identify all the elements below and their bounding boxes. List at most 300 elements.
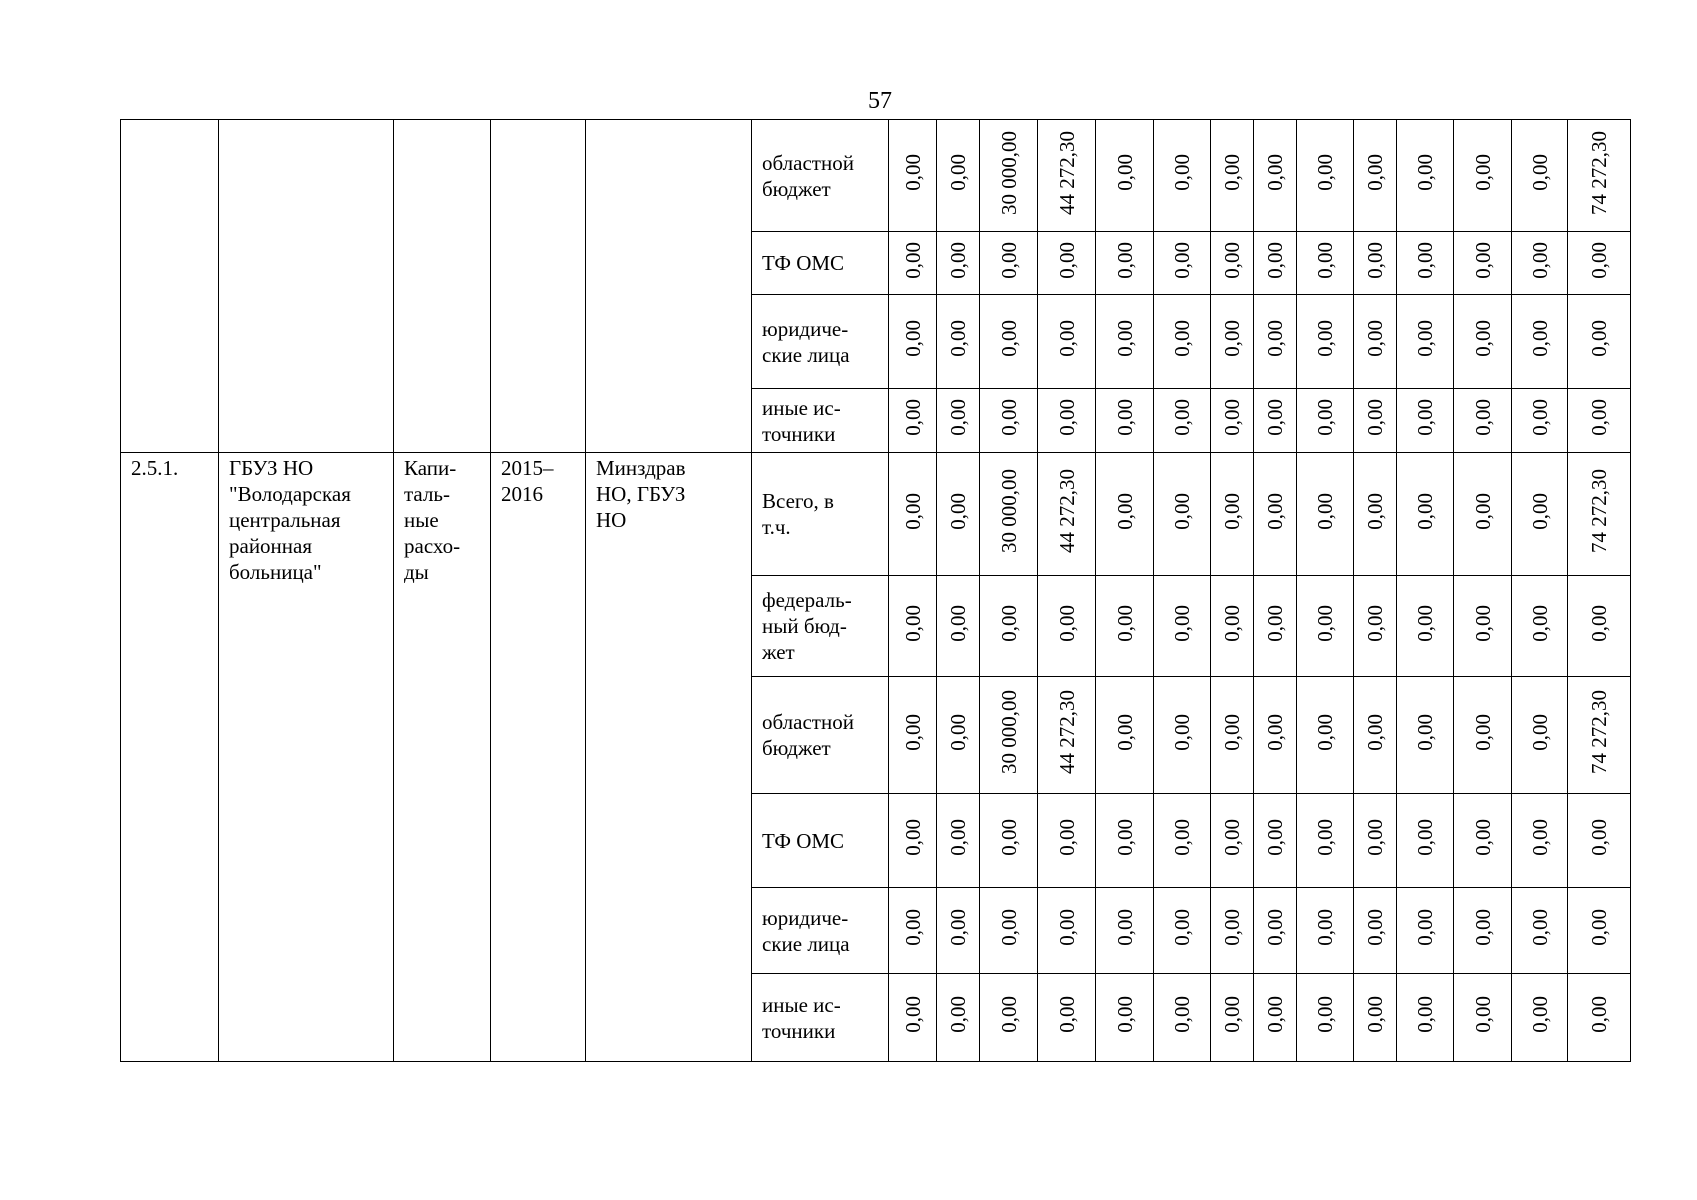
value-text: 0,00 bbox=[1263, 492, 1287, 530]
value-cell bbox=[1096, 888, 1154, 974]
value-text: 74 272,30 bbox=[1587, 469, 1611, 553]
value-cell bbox=[1297, 576, 1354, 677]
value-text: 0,00 bbox=[900, 996, 925, 1033]
value-text: 0,00 bbox=[1263, 909, 1287, 946]
value-text: 0,00 bbox=[1170, 492, 1194, 530]
value-text: 0,00 bbox=[1054, 996, 1079, 1033]
value-text: 30 000,00 bbox=[996, 690, 1021, 774]
continuation-type-cell bbox=[394, 120, 491, 453]
value-text: 0,00 bbox=[946, 492, 970, 530]
value-text: 30 000,00 bbox=[996, 469, 1021, 553]
value-cell bbox=[889, 888, 937, 974]
value-cell bbox=[1454, 794, 1512, 888]
value-text: 0,00 bbox=[1112, 819, 1137, 856]
value-text: 0,00 bbox=[1313, 492, 1337, 530]
item-name-line: центральная bbox=[229, 508, 341, 532]
value-text: 74 272,30 bbox=[1587, 690, 1611, 774]
value-text: 0,00 bbox=[1470, 154, 1495, 191]
value-cell bbox=[1354, 576, 1397, 677]
value-text: 0,00 bbox=[1363, 996, 1387, 1033]
value-text: 0,00 bbox=[1527, 996, 1552, 1033]
funding-source-label: т.ч. bbox=[762, 515, 791, 539]
value-cell bbox=[1512, 576, 1568, 677]
value-text: 0,00 bbox=[1170, 604, 1194, 642]
value-cell bbox=[980, 677, 1038, 794]
value-text: 0,00 bbox=[1363, 492, 1387, 530]
value-cell bbox=[1354, 677, 1397, 794]
value-cell bbox=[1038, 974, 1096, 1062]
funding-source-label: бюджет bbox=[762, 176, 831, 201]
value-text: 0,00 bbox=[1170, 399, 1194, 436]
table-row bbox=[121, 453, 1631, 576]
value-cell bbox=[1397, 794, 1454, 888]
funding-source-label: федераль- bbox=[762, 588, 852, 612]
value-cell bbox=[1154, 232, 1211, 295]
value-text: 74 272,30 bbox=[1587, 130, 1611, 215]
value-text: 0,00 bbox=[1112, 241, 1137, 279]
funding-source-label: юридиче- bbox=[762, 316, 849, 341]
value-cell bbox=[937, 295, 980, 389]
value-text: 0,00 bbox=[1413, 909, 1437, 946]
value-cell bbox=[980, 794, 1038, 888]
value-text: 0,00 bbox=[1112, 320, 1137, 357]
value-cell bbox=[889, 794, 937, 888]
value-cell bbox=[1397, 232, 1454, 295]
value-text: 0,00 bbox=[900, 492, 925, 530]
funding-source-label: юридиче- bbox=[762, 905, 849, 930]
value-cell bbox=[1096, 794, 1154, 888]
value-cell bbox=[1297, 120, 1354, 232]
value-cell bbox=[937, 232, 980, 295]
item-name-line: больница" bbox=[229, 560, 322, 584]
value-text: 0,00 bbox=[1470, 492, 1495, 530]
value-cell bbox=[1297, 974, 1354, 1062]
value-cell bbox=[1254, 576, 1297, 677]
value-text: 0,00 bbox=[1527, 713, 1552, 751]
value-text: 0,00 bbox=[946, 399, 970, 436]
funding-source-label: жет bbox=[762, 640, 795, 664]
value-cell bbox=[1038, 794, 1096, 888]
value-text: 0,00 bbox=[1220, 241, 1244, 279]
value-text: 0,00 bbox=[1054, 241, 1079, 279]
value-cell bbox=[1211, 453, 1254, 576]
value-text: 0,00 bbox=[1363, 241, 1387, 279]
value-cell bbox=[1254, 974, 1297, 1062]
value-text: 0,00 bbox=[1470, 996, 1495, 1033]
value-text: 0,00 bbox=[1413, 320, 1437, 357]
value-cell bbox=[980, 295, 1038, 389]
continuation-executor-cell bbox=[586, 120, 752, 453]
value-cell bbox=[1096, 389, 1154, 453]
value-text: 0,00 bbox=[1470, 399, 1495, 436]
value-cell bbox=[1297, 794, 1354, 888]
value-cell bbox=[1254, 389, 1297, 453]
value-text: 0,00 bbox=[1363, 713, 1387, 751]
value-text: 0,00 bbox=[1112, 713, 1137, 751]
value-text: 0,00 bbox=[1220, 909, 1244, 946]
funding-source-cell bbox=[752, 295, 889, 389]
value-cell bbox=[1254, 453, 1297, 576]
expense-type-line: ные bbox=[404, 508, 439, 532]
value-cell bbox=[1154, 576, 1211, 677]
item-name-line: "Володарская bbox=[229, 482, 351, 506]
expense-type-line: Капи- bbox=[404, 456, 457, 480]
value-text: 0,00 bbox=[1413, 154, 1437, 191]
funding-source-label: областной bbox=[762, 710, 854, 734]
value-cell bbox=[980, 389, 1038, 453]
value-cell bbox=[1297, 677, 1354, 794]
value-text: 0,00 bbox=[1587, 996, 1611, 1033]
value-text: 0,00 bbox=[1263, 819, 1287, 856]
value-text: 0,00 bbox=[1587, 604, 1611, 642]
value-text: 0,00 bbox=[1363, 154, 1387, 191]
value-text: 0,00 bbox=[1527, 492, 1552, 530]
funding-source-label: ские лица bbox=[762, 342, 850, 367]
value-text: 0,00 bbox=[900, 604, 925, 642]
value-text: 0,00 bbox=[1527, 241, 1552, 279]
funding-source-label: Всего, в bbox=[762, 489, 834, 513]
funding-source-label: точники bbox=[762, 1018, 836, 1043]
value-text: 0,00 bbox=[1170, 241, 1194, 279]
value-cell bbox=[1096, 974, 1154, 1062]
value-cell bbox=[1512, 677, 1568, 794]
value-text: 0,00 bbox=[1587, 241, 1611, 279]
continuation-name-cell bbox=[219, 120, 394, 453]
value-text: 0,00 bbox=[900, 241, 925, 279]
value-text: 0,00 bbox=[1527, 819, 1552, 856]
value-cell bbox=[937, 120, 980, 232]
value-cell bbox=[1096, 453, 1154, 576]
budget-table bbox=[120, 119, 1631, 1062]
value-text: 0,00 bbox=[1587, 819, 1611, 856]
value-text: 44 272,30 bbox=[1054, 690, 1079, 774]
continuation-number-cell bbox=[121, 120, 219, 453]
value-text: 0,00 bbox=[996, 996, 1021, 1033]
value-text: 0,00 bbox=[1263, 320, 1287, 357]
value-text: 0,00 bbox=[946, 320, 970, 357]
value-text: 0,00 bbox=[1527, 909, 1552, 946]
value-text: 0,00 bbox=[1170, 713, 1194, 751]
item-executor-cell bbox=[586, 453, 752, 1062]
value-cell bbox=[937, 974, 980, 1062]
value-cell bbox=[1454, 120, 1512, 232]
value-cell bbox=[1211, 794, 1254, 888]
value-cell bbox=[1512, 888, 1568, 974]
period-line: 2016 bbox=[501, 482, 543, 506]
funding-source-label: областной bbox=[762, 150, 854, 175]
executor-line: НО bbox=[596, 508, 627, 532]
value-text: 44 272,30 bbox=[1054, 469, 1079, 553]
value-cell bbox=[1038, 453, 1096, 576]
item-number: 2.5.1. bbox=[131, 456, 179, 480]
value-text: 0,00 bbox=[1313, 996, 1337, 1033]
value-text: 0,00 bbox=[996, 819, 1021, 856]
expense-type-line: таль- bbox=[404, 482, 450, 506]
value-text: 0,00 bbox=[946, 604, 970, 642]
funding-source-cell bbox=[752, 389, 889, 453]
executor-line: Минздрав bbox=[596, 456, 686, 480]
value-text: 0,00 bbox=[996, 320, 1021, 357]
value-cell bbox=[980, 888, 1038, 974]
table-row bbox=[121, 120, 1631, 232]
value-cell bbox=[980, 232, 1038, 295]
value-text: 30 000,00 bbox=[996, 130, 1021, 215]
value-cell bbox=[1297, 389, 1354, 453]
value-text: 0,00 bbox=[1413, 241, 1437, 279]
funding-source-label: ТФ ОМС bbox=[762, 828, 845, 853]
value-cell bbox=[1038, 232, 1096, 295]
value-text: 0,00 bbox=[1170, 909, 1194, 946]
value-text: 0,00 bbox=[1170, 320, 1194, 357]
period-line: 2015– bbox=[501, 456, 554, 480]
value-cell bbox=[1512, 295, 1568, 389]
value-text: 0,00 bbox=[1112, 996, 1137, 1033]
value-cell bbox=[1211, 974, 1254, 1062]
funding-source-cell bbox=[752, 120, 889, 232]
value-cell bbox=[1354, 295, 1397, 389]
value-cell bbox=[1211, 120, 1254, 232]
value-cell bbox=[980, 453, 1038, 576]
value-cell bbox=[1254, 888, 1297, 974]
continuation-period-cell bbox=[491, 120, 586, 453]
value-text: 0,00 bbox=[1313, 399, 1337, 436]
value-cell bbox=[1454, 389, 1512, 453]
value-text: 0,00 bbox=[900, 713, 925, 751]
value-text: 0,00 bbox=[1470, 819, 1495, 856]
value-cell bbox=[1512, 794, 1568, 888]
value-cell bbox=[1254, 794, 1297, 888]
value-cell bbox=[1512, 120, 1568, 232]
value-cell bbox=[1154, 794, 1211, 888]
value-cell bbox=[980, 576, 1038, 677]
value-text: 0,00 bbox=[1313, 154, 1337, 191]
value-cell bbox=[1154, 888, 1211, 974]
value-cell bbox=[1354, 453, 1397, 576]
value-cell bbox=[937, 453, 980, 576]
value-cell bbox=[1454, 974, 1512, 1062]
value-cell bbox=[1568, 453, 1631, 576]
value-text: 0,00 bbox=[1220, 492, 1244, 530]
value-cell bbox=[1454, 677, 1512, 794]
value-text: 0,00 bbox=[1587, 909, 1611, 946]
value-cell bbox=[1211, 677, 1254, 794]
value-text: 0,00 bbox=[1413, 399, 1437, 436]
value-cell bbox=[1096, 677, 1154, 794]
value-cell bbox=[1154, 389, 1211, 453]
funding-source-label: ТФ ОМС bbox=[762, 251, 845, 275]
value-text: 0,00 bbox=[996, 909, 1021, 946]
value-text: 0,00 bbox=[1170, 154, 1194, 191]
value-cell bbox=[1354, 888, 1397, 974]
value-cell bbox=[1568, 120, 1631, 232]
value-text: 0,00 bbox=[946, 154, 970, 191]
funding-source-cell bbox=[752, 974, 889, 1062]
value-cell bbox=[1568, 295, 1631, 389]
value-cell bbox=[1211, 888, 1254, 974]
value-text: 0,00 bbox=[1313, 713, 1337, 751]
value-cell bbox=[1154, 974, 1211, 1062]
value-text: 0,00 bbox=[946, 909, 970, 946]
value-cell bbox=[1512, 232, 1568, 295]
value-text: 0,00 bbox=[1220, 399, 1244, 436]
value-cell bbox=[1211, 389, 1254, 453]
value-text: 0,00 bbox=[946, 996, 970, 1033]
value-cell bbox=[889, 295, 937, 389]
value-text: 0,00 bbox=[1527, 320, 1552, 357]
value-cell bbox=[1397, 974, 1454, 1062]
value-text: 0,00 bbox=[996, 604, 1021, 642]
value-cell bbox=[1397, 295, 1454, 389]
funding-source-label: бюджет bbox=[762, 736, 831, 760]
value-text: 0,00 bbox=[1313, 819, 1337, 856]
value-cell bbox=[1038, 295, 1096, 389]
value-cell bbox=[1038, 576, 1096, 677]
value-text: 0,00 bbox=[1263, 154, 1287, 191]
value-text: 0,00 bbox=[900, 819, 925, 856]
value-text: 0,00 bbox=[1413, 996, 1437, 1033]
value-cell bbox=[1096, 295, 1154, 389]
value-text: 0,00 bbox=[1313, 241, 1337, 279]
executor-line: НО, ГБУЗ bbox=[596, 482, 686, 506]
value-cell bbox=[1397, 576, 1454, 677]
funding-source-cell bbox=[752, 232, 889, 295]
value-cell bbox=[980, 120, 1038, 232]
value-cell bbox=[1354, 794, 1397, 888]
value-text: 0,00 bbox=[946, 819, 970, 856]
value-text: 0,00 bbox=[1220, 819, 1244, 856]
value-cell bbox=[1254, 232, 1297, 295]
value-text: 0,00 bbox=[996, 241, 1021, 279]
funding-source-label: ские лица bbox=[762, 931, 850, 956]
value-cell bbox=[1211, 576, 1254, 677]
item-number-cell bbox=[121, 453, 219, 1062]
item-expense-type-cell bbox=[394, 453, 491, 1062]
value-cell bbox=[1254, 120, 1297, 232]
value-text: 0,00 bbox=[1054, 399, 1079, 436]
value-cell bbox=[1297, 453, 1354, 576]
value-cell bbox=[889, 389, 937, 453]
value-cell bbox=[1154, 120, 1211, 232]
value-text: 0,00 bbox=[1220, 996, 1244, 1033]
value-text: 44 272,30 bbox=[1054, 130, 1079, 215]
value-cell bbox=[937, 389, 980, 453]
value-text: 0,00 bbox=[1220, 713, 1244, 751]
value-text: 0,00 bbox=[1363, 909, 1387, 946]
value-text: 0,00 bbox=[1470, 604, 1495, 642]
value-text: 0,00 bbox=[1313, 604, 1337, 642]
expense-type-line: расхо- bbox=[404, 534, 461, 558]
value-cell bbox=[1568, 232, 1631, 295]
value-text: 0,00 bbox=[1587, 320, 1611, 357]
value-text: 0,00 bbox=[1363, 604, 1387, 642]
value-cell bbox=[1397, 677, 1454, 794]
funding-source-cell bbox=[752, 576, 889, 677]
value-text: 0,00 bbox=[1054, 909, 1079, 946]
value-text: 0,00 bbox=[1054, 819, 1079, 856]
value-text: 0,00 bbox=[1263, 604, 1287, 642]
value-cell bbox=[1454, 295, 1512, 389]
value-cell bbox=[889, 232, 937, 295]
value-cell bbox=[1211, 295, 1254, 389]
value-text: 0,00 bbox=[1527, 154, 1552, 191]
value-cell bbox=[889, 576, 937, 677]
value-text: 0,00 bbox=[1413, 604, 1437, 642]
funding-source-label: иные ис- bbox=[762, 992, 841, 1017]
value-cell bbox=[1038, 677, 1096, 794]
value-cell bbox=[1454, 232, 1512, 295]
value-text: 0,00 bbox=[1112, 909, 1137, 946]
value-cell bbox=[889, 677, 937, 794]
value-cell bbox=[1297, 888, 1354, 974]
value-text: 0,00 bbox=[946, 713, 970, 751]
value-cell bbox=[1254, 295, 1297, 389]
value-cell bbox=[1038, 389, 1096, 453]
value-text: 0,00 bbox=[900, 320, 925, 357]
value-text: 0,00 bbox=[1220, 604, 1244, 642]
value-text: 0,00 bbox=[946, 241, 970, 279]
value-text: 0,00 bbox=[1112, 399, 1137, 436]
funding-source-label: ный бюд- bbox=[762, 614, 847, 638]
value-cell bbox=[1154, 295, 1211, 389]
value-cell bbox=[1096, 120, 1154, 232]
value-text: 0,00 bbox=[1527, 399, 1552, 436]
value-cell bbox=[1568, 888, 1631, 974]
value-text: 0,00 bbox=[1527, 604, 1552, 642]
value-cell bbox=[889, 974, 937, 1062]
value-text: 0,00 bbox=[900, 399, 925, 436]
funding-source-label: точники bbox=[762, 421, 836, 446]
value-cell bbox=[1568, 974, 1631, 1062]
value-cell bbox=[1512, 389, 1568, 453]
value-text: 0,00 bbox=[1112, 492, 1137, 530]
value-cell bbox=[1397, 888, 1454, 974]
value-cell bbox=[1512, 453, 1568, 576]
value-cell bbox=[1454, 576, 1512, 677]
value-text: 0,00 bbox=[1413, 492, 1437, 530]
value-cell bbox=[1568, 677, 1631, 794]
value-text: 0,00 bbox=[900, 909, 925, 946]
value-text: 0,00 bbox=[1413, 713, 1437, 751]
value-text: 0,00 bbox=[1363, 320, 1387, 357]
value-cell bbox=[1354, 120, 1397, 232]
value-text: 0,00 bbox=[1313, 909, 1337, 946]
value-cell bbox=[1454, 888, 1512, 974]
value-text: 0,00 bbox=[1170, 819, 1194, 856]
item-name-line: ГБУЗ НО bbox=[229, 456, 314, 480]
value-text: 0,00 bbox=[1470, 320, 1495, 357]
value-text: 0,00 bbox=[1470, 713, 1495, 751]
value-text: 0,00 bbox=[1363, 399, 1387, 436]
value-cell bbox=[1568, 576, 1631, 677]
value-text: 0,00 bbox=[1170, 996, 1194, 1033]
funding-source-cell bbox=[752, 794, 889, 888]
value-cell bbox=[1568, 389, 1631, 453]
value-cell bbox=[1297, 232, 1354, 295]
funding-source-cell bbox=[752, 677, 889, 794]
value-cell bbox=[937, 677, 980, 794]
value-text: 0,00 bbox=[1263, 996, 1287, 1033]
expense-type-line: ды bbox=[404, 560, 429, 584]
value-cell bbox=[1568, 794, 1631, 888]
funding-source-cell bbox=[752, 888, 889, 974]
value-cell bbox=[1254, 677, 1297, 794]
value-cell bbox=[1397, 120, 1454, 232]
value-text: 0,00 bbox=[1587, 399, 1611, 436]
value-text: 0,00 bbox=[1220, 320, 1244, 357]
value-text: 0,00 bbox=[900, 154, 925, 191]
value-cell bbox=[889, 120, 937, 232]
value-cell bbox=[1096, 232, 1154, 295]
